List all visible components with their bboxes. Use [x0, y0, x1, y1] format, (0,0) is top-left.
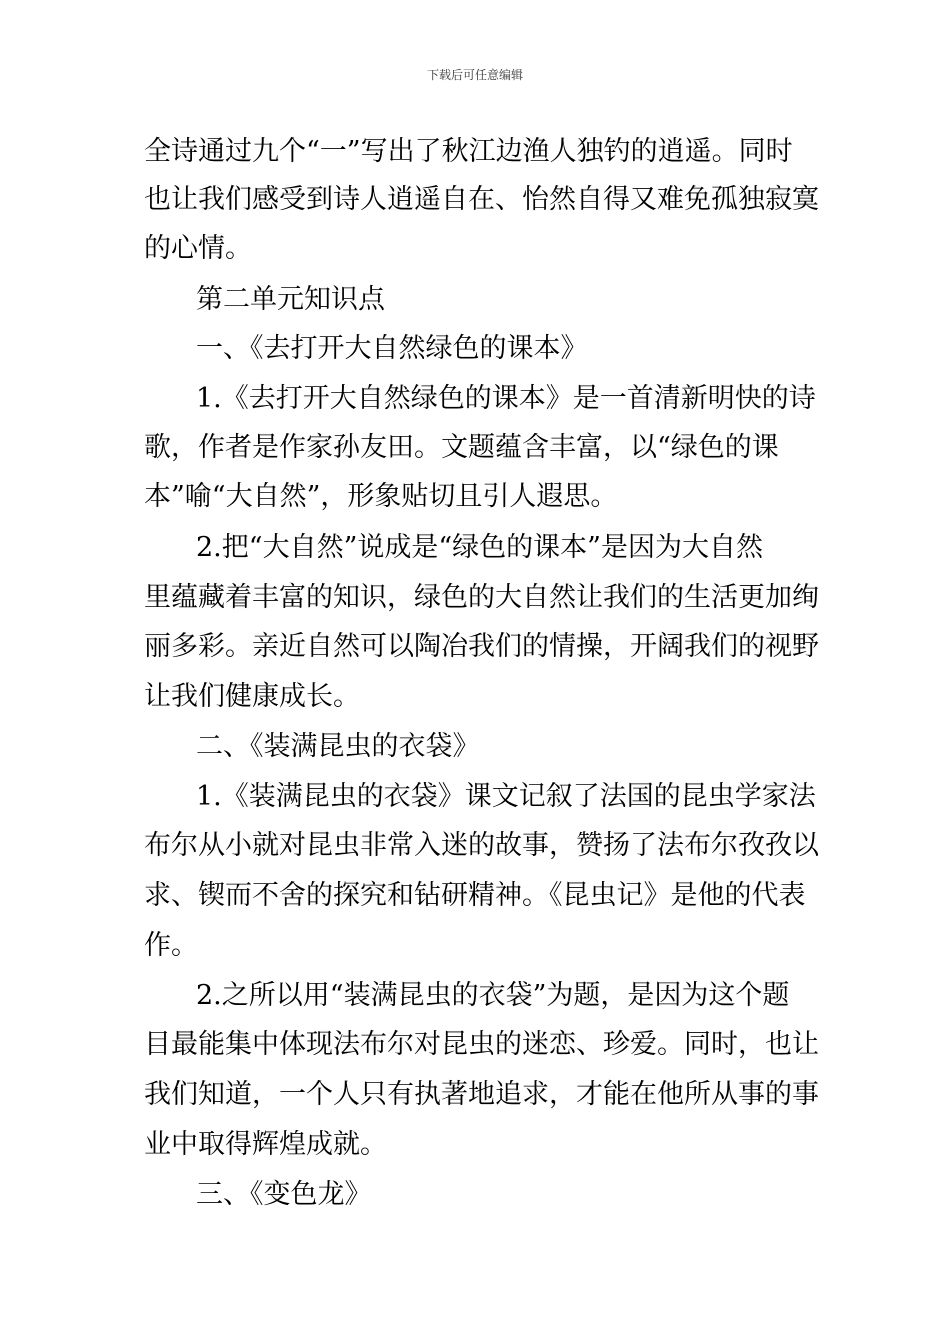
body-line: 本”喻“大自然”，形象贴切且引人遐思。 [144, 481, 618, 512]
body-line: 我们知道，一个人只有执著地追求，才能在他所从事的事 [144, 1079, 819, 1110]
body-line: 的心情。 [144, 233, 252, 264]
body-line: 2.把“大自然”说成是“绿色的课本”是因为大自然 [196, 532, 763, 563]
body-line: 丽多彩。亲近自然可以陶冶我们的情操，开阔我们的视野 [144, 631, 819, 662]
body-line: 1.《装满昆虫的衣袋》课文记叙了法国的昆虫学家法 [196, 781, 816, 812]
section-heading: 第二单元知识点 [196, 284, 385, 315]
body-line: 歌，作者是作家孙友田。文题蕴含丰富，以“绿色的课 [144, 432, 779, 463]
lesson-title: 一、《去打开大自然绿色的课本》 [196, 333, 588, 364]
body-line: 2.之所以用“装满昆虫的衣袋”为题，是因为这个题 [196, 980, 790, 1011]
body-line: 全诗通过九个“一”写出了秋江边渔人独钓的逍遥。同时 [144, 136, 793, 167]
body-line: 让我们健康成长。 [144, 681, 360, 712]
lesson-title: 二、《装满昆虫的衣袋》 [196, 731, 480, 762]
header-note: 下载后可任意编辑 [426, 68, 523, 82]
body-line: 也让我们感受到诗人逍遥自在、怡然自得又难免孤独寂寞 [144, 184, 819, 215]
body-line: 布尔从小就对昆虫非常入迷的故事，赞扬了法布尔孜孜以 [144, 830, 819, 861]
body-line: 业中取得辉煌成就。 [144, 1129, 387, 1160]
body-line: 里蕴藏着丰富的知识，绿色的大自然让我们的生活更加绚 [144, 582, 819, 613]
body-line: 目最能集中体现法布尔对昆虫的迷恋、珍爱。同时，也让 [144, 1029, 819, 1060]
body-line: 作。 [144, 930, 198, 961]
body-line: 1.《去打开大自然绿色的课本》是一首清新明快的诗 [196, 383, 816, 414]
lesson-title: 三、《变色龙》 [196, 1179, 372, 1210]
body-line: 求、锲而不舍的探究和钻研精神。《昆虫记》是他的代表 [144, 880, 806, 911]
